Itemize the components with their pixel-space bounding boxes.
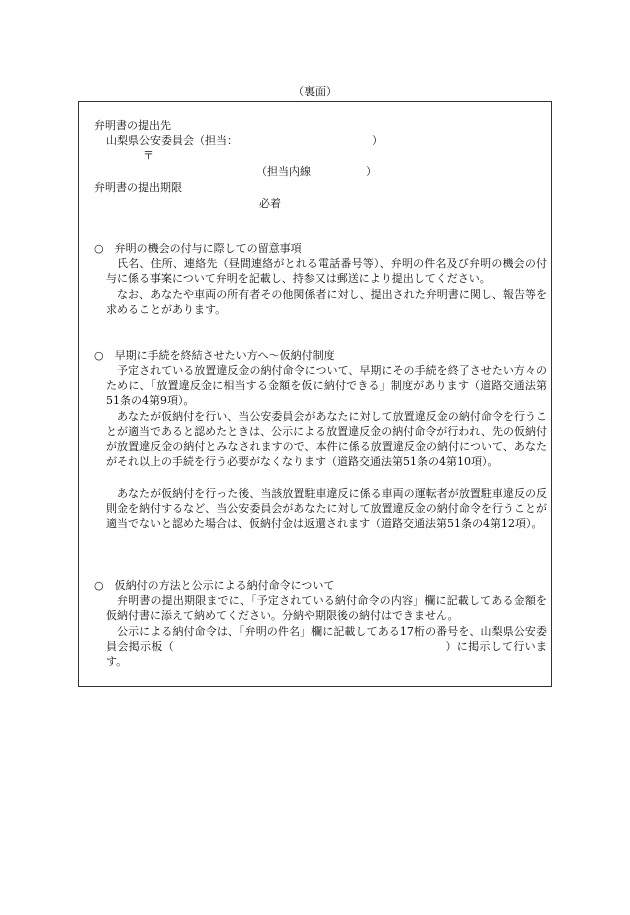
page-side-label: （裏面） [293,85,337,98]
commission-name: 山梨県公安委員会（担当： [106,134,238,147]
postal-mark: 〒 [143,149,154,162]
section-heading-notes: ○ 弁明の機会の付与に際しての留意事項 [94,242,302,255]
notes-paragraph-2: なお、あなたや車両の所有者その他関係者に対し、提出された弁明書に関し、報告等を求めることがあります。 [106,288,547,316]
provisional-paragraph-3: あなたが仮納付を行った後、当該放置駐車違反に係る車両の運転者が放置駐車違反の反則金を納付するなど、当公安委員会があなたに対して放置違反金の納付命令を行うことが適当でないと認めた場合は、仮納付金は返還されます（道路交通法第51条の4第12項）。 [106,487,547,530]
extension-line: （担当内線 ） [256,165,377,178]
submission-deadline-label: 弁明書の提出期限 [94,181,182,194]
commission-close: ） [372,134,383,147]
notes-paragraph-1: 氏名、住所、連絡先（昼間連絡がとれる電話番号等）、弁明の件名及び弁明の機会の付与に係る事案について弁明を記載し、持参又は郵送により提出してください。 [106,257,547,285]
method-paragraph-1: 弁明書の提出期限までに、「予定されている納付命令の内容」欄に記載してある金額を仮納付書に添えて納めてください。分納や期限後の納付はできません。 [106,594,547,622]
section-heading-provisional: ○ 早期に手続を終結させたい方へ～仮納付制度 [94,349,335,362]
section-heading-method: ○ 仮納付の方法と公示による納付命令について [94,579,335,592]
method-paragraph-2: 公示による納付命令は、「弁明の件名」欄に記載してある17桁の番号を、山梨県公安委員会掲示板（ ）に掲示して行います。 [106,625,547,668]
provisional-paragraph-1: 予定されている放置違反金の納付命令について、早期にその手続を終了させたい方々のために、「放置違反金に相当する金額を仮に納付できる」制度があります（道路交通法第51条の4第9項）。 [106,364,547,407]
must-arrive-label: 必着 [259,197,281,210]
submission-destination-label: 弁明書の提出先 [94,119,171,132]
provisional-paragraph-2: あなたが仮納付を行い、当公安委員会があなたに対して放置違反金の納付命令を行うことが適当であると認めたときは、公示による放置違反金の納付命令が行われ、先の仮納付が放置違反金の納付とみなされますので、本件に係る放置違反金の納付について、あなたがそれ以上の手続を行う必要がなくなります（道路交通法第51条の4第10項）。 [106,410,547,468]
